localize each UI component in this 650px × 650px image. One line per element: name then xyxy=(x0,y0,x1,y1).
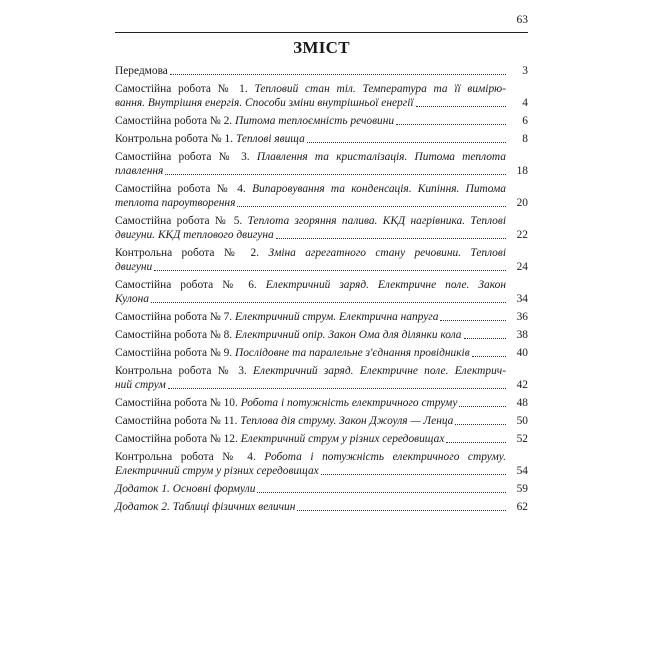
toc-entry-label: Самостійна робота № 9. xyxy=(115,347,233,359)
dot-leader xyxy=(154,270,506,271)
toc-entry-label: Самостійна робота № 2. xyxy=(115,115,233,127)
toc-entry[interactable] xyxy=(115,278,528,306)
toc-entry-topic-cont: двигуни xyxy=(115,261,153,273)
dot-leader xyxy=(168,388,506,389)
toc-entry-page: 62 xyxy=(516,501,528,513)
dot-leader xyxy=(170,74,506,75)
toc-entry-topic: Плавлення та кристалізація. Питома теплота xyxy=(256,151,506,163)
toc-entry[interactable] xyxy=(115,214,528,242)
toc-entry-label: Самостійна робота № 10. xyxy=(115,397,238,409)
toc-entry[interactable] xyxy=(115,182,528,210)
toc-entry-page: 18 xyxy=(516,165,528,177)
toc-entry-topic: Робота і потужність електричного струму. xyxy=(264,451,506,463)
toc-entry-topic: Тепловий стан тіл. Температура та її вимірю- xyxy=(254,83,506,95)
toc-entry-label: Самостійна робота № 8. xyxy=(115,329,233,341)
toc-entry-line-2 xyxy=(115,164,528,178)
toc-entry[interactable] xyxy=(115,114,528,128)
toc-entry-topic: Теплота згоряння палива. ККД нагрівника. Теплові xyxy=(247,215,506,227)
toc-entry-topic: Електричний заряд. Електричне поле. Закон xyxy=(265,279,506,291)
toc-entry-label: Самостійна робота № 11. xyxy=(115,415,238,427)
toc-entry-topic-cont: плавлення xyxy=(115,165,164,177)
toc-entry-topic-cont: ний струм xyxy=(115,379,166,391)
dot-leader xyxy=(276,238,506,239)
toc-entry-topic: Електричний струм. Електрична напруга xyxy=(235,311,439,323)
toc-entry-line-1 xyxy=(115,82,528,96)
toc-entry-label: Контрольна робота № 1. xyxy=(115,133,234,145)
table-of-contents xyxy=(115,64,528,518)
toc-entry[interactable] xyxy=(115,328,528,342)
toc-entry-page: 36 xyxy=(516,311,528,323)
toc-entry-line-2 xyxy=(115,96,528,110)
toc-entry[interactable] xyxy=(115,414,528,428)
toc-entry-page: 42 xyxy=(516,379,528,391)
toc-entry-topic: Теплова дія струму. Закон Джоуля — Ленца xyxy=(240,415,454,427)
toc-entry[interactable] xyxy=(115,132,528,146)
toc-entry-label: Самостійна робота № 6. xyxy=(115,279,257,291)
toc-entry-page: 4 xyxy=(522,97,528,109)
toc-entry-line-2 xyxy=(115,378,528,392)
toc-entry-topic-cont: Кулона xyxy=(115,293,149,305)
page-title: ЗМІСТ xyxy=(293,38,350,57)
toc-entry-topic: Випаровування та конденсація. Кипіння. Питома xyxy=(252,183,506,195)
toc-entry-page: 24 xyxy=(516,261,528,273)
toc-entry-page: 38 xyxy=(516,329,528,341)
toc-entry[interactable] xyxy=(115,396,528,410)
toc-entry-line-1 xyxy=(115,150,528,164)
toc-entry[interactable] xyxy=(115,500,528,514)
dot-leader xyxy=(440,320,506,321)
page-number: 63 xyxy=(516,14,528,26)
toc-entry-label: Контрольна робота № 3. xyxy=(115,365,247,377)
toc-entry[interactable] xyxy=(115,246,528,274)
toc-entry-label: Самостійна робота № 12. xyxy=(115,433,238,445)
toc-entry-page: 34 xyxy=(516,293,528,305)
toc-entry-label: Контрольна робота № 2. xyxy=(115,247,260,259)
toc-entry-line-2 xyxy=(115,292,528,306)
toc-entry-page: 50 xyxy=(516,415,528,427)
dot-leader xyxy=(165,174,506,175)
dot-leader xyxy=(455,424,506,425)
toc-entry-line-1 xyxy=(115,364,528,378)
toc-entry-label: Самостійна робота № 3. xyxy=(115,151,250,163)
toc-entry-topic: Теплові явища xyxy=(235,133,305,145)
dot-leader xyxy=(257,492,506,493)
dot-leader xyxy=(297,510,506,511)
toc-entry-label: Контрольна робота № 4. xyxy=(115,451,256,463)
toc-entry-topic-cont: вання. Внутрішня енергія. Способи зміни внутрішньої енергії xyxy=(115,97,414,109)
toc-entry-label: Додаток 1. Основні формули xyxy=(115,483,256,495)
toc-entry-topic: Електричний опір. Закон Ома для ділянки кола xyxy=(235,329,462,341)
toc-entry-page: 8 xyxy=(522,133,528,145)
dot-leader xyxy=(464,338,507,339)
dot-leader xyxy=(416,106,506,107)
toc-entry-label: Додаток 2. Таблиці фізичних величин xyxy=(115,501,296,513)
toc-entry-line-1 xyxy=(115,450,528,464)
toc-entry-label: Самостійна робота № 7. xyxy=(115,311,233,323)
toc-entry-page: 52 xyxy=(516,433,528,445)
toc-entry-topic-cont: двигуни. ККД теплового двигуна xyxy=(115,229,274,241)
toc-entry-line-2 xyxy=(115,260,528,274)
toc-entry-page: 54 xyxy=(516,465,528,477)
toc-entry-line-1 xyxy=(115,246,528,260)
dot-leader xyxy=(151,302,506,303)
toc-entry-page: 3 xyxy=(522,65,528,77)
dot-leader xyxy=(237,206,506,207)
toc-entry-page: 48 xyxy=(516,397,528,409)
toc-entry-topic-cont: Електричний струм у різних середовищах xyxy=(115,465,319,477)
toc-entry[interactable] xyxy=(115,432,528,446)
toc-entry-line-1 xyxy=(115,278,528,292)
dot-leader xyxy=(446,442,506,443)
header-rule xyxy=(115,32,528,33)
toc-entry-topic: Робота і потужність електричного струму xyxy=(240,397,458,409)
dot-leader xyxy=(472,356,506,357)
toc-entry-label: Самостійна робота № 5. xyxy=(115,215,243,227)
toc-entry-label: Самостійна робота № 4. xyxy=(115,183,246,195)
toc-entry-label: Самостійна робота № 1. xyxy=(115,83,248,95)
toc-entry-topic-cont: теплота пароутворення xyxy=(115,197,236,209)
toc-entry[interactable] xyxy=(115,364,528,392)
toc-entry-line-1 xyxy=(115,182,528,196)
toc-entry[interactable] xyxy=(115,82,528,110)
toc-entry-label: Передмова xyxy=(115,65,168,77)
toc-entry-topic: Електричний заряд. Електричне поле. Електрич- xyxy=(253,365,506,377)
toc-entry[interactable] xyxy=(115,482,528,496)
dot-leader xyxy=(307,142,506,143)
toc-entry[interactable] xyxy=(115,64,528,78)
dot-leader xyxy=(396,124,506,125)
toc-entry[interactable] xyxy=(115,346,528,360)
toc-entry-topic: Послідовне та паралельне з'єднання провідників xyxy=(235,347,470,359)
toc-entry-page: 20 xyxy=(516,197,528,209)
toc-entry-line-2 xyxy=(115,196,528,210)
dot-leader xyxy=(321,474,506,475)
toc-entry-page: 40 xyxy=(516,347,528,359)
toc-entry-topic: Зміна агрегатного стану речовини. Теплові xyxy=(268,247,506,259)
toc-entry-line-2 xyxy=(115,228,528,242)
toc-entry[interactable] xyxy=(115,310,528,324)
toc-entry-page: 22 xyxy=(516,229,528,241)
dot-leader xyxy=(459,406,506,407)
toc-entry-page: 59 xyxy=(516,483,528,495)
toc-entry-topic: Електричний струм у різних середовищах xyxy=(240,433,445,445)
toc-entry-topic: Питома теплоємність речовини xyxy=(235,115,395,127)
toc-entry[interactable] xyxy=(115,150,528,178)
toc-entry-line-2 xyxy=(115,464,528,478)
toc-entry-page: 6 xyxy=(522,115,528,127)
toc-entry-line-1 xyxy=(115,214,528,228)
toc-entry[interactable] xyxy=(115,450,528,478)
